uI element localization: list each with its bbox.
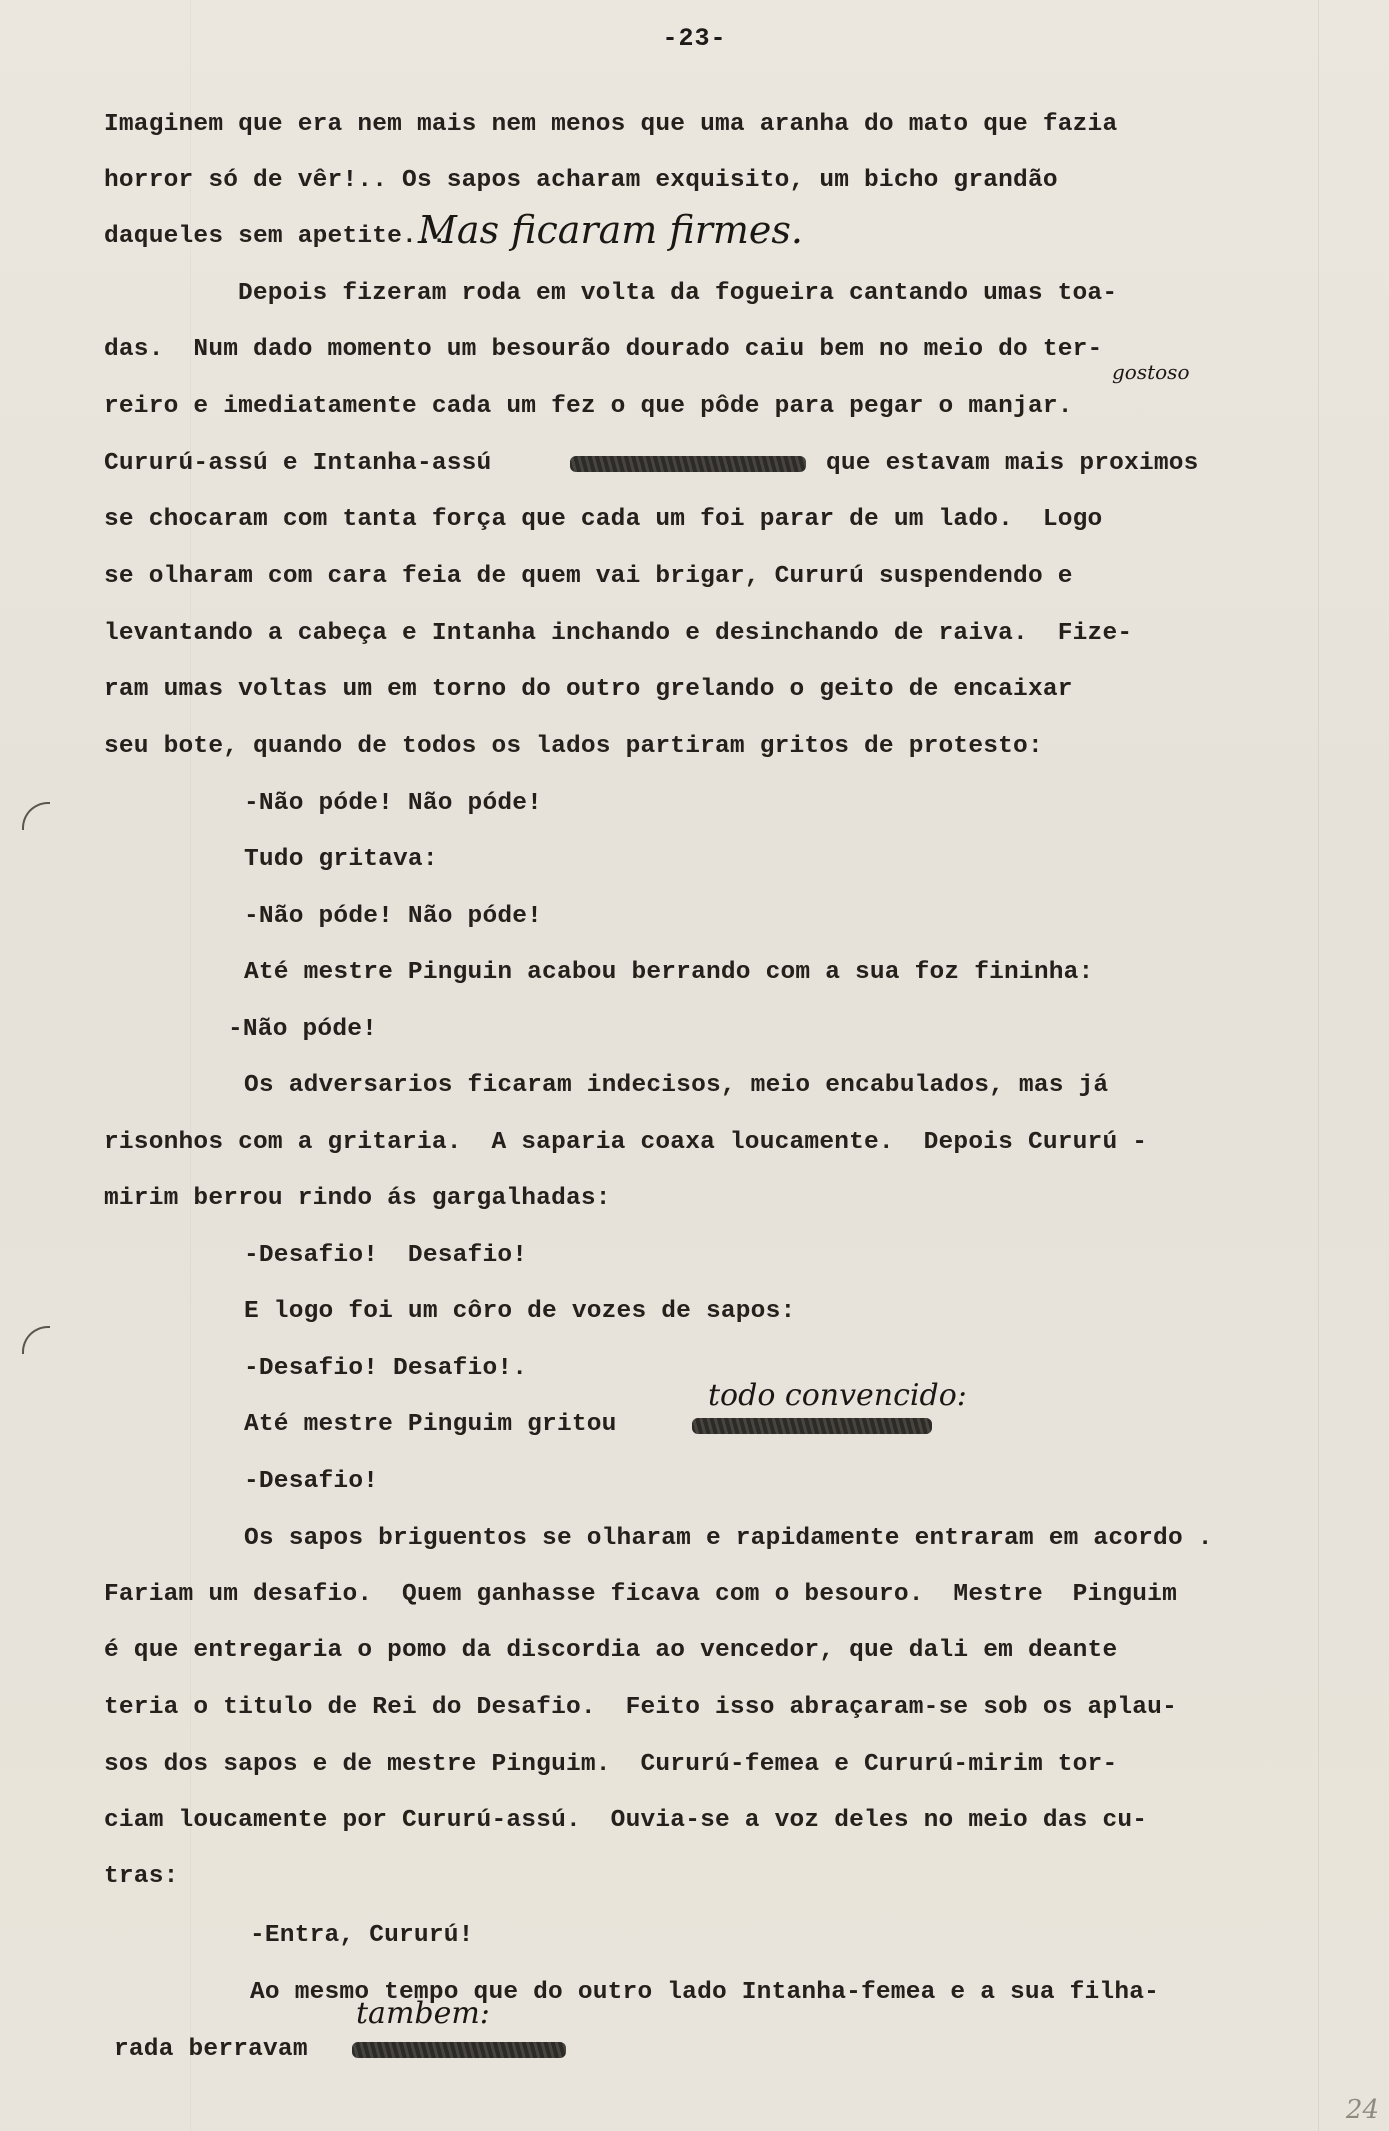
- archive-page-number: 24: [1345, 2095, 1379, 2125]
- text-line: Cururú-assú e Intanha-assú: [104, 450, 492, 477]
- text-line: risonhos com a gritaria. A saparia coaxa loucamente. Depois Cururú -: [104, 1129, 1148, 1156]
- text-line: tras:: [104, 1863, 179, 1890]
- text-line: E logo foi um côro de vozes de sapos:: [244, 1298, 796, 1325]
- text-line: Os adversarios ficaram indecisos, meio encabulados, mas já: [244, 1072, 1109, 1099]
- text-line: -Desafio! Desafio!: [244, 1242, 528, 1269]
- text-line: -Não póde!: [228, 1016, 378, 1043]
- text-line: daqueles sem apetite...: [104, 223, 447, 250]
- margin-mark: [22, 802, 50, 830]
- text-line: Ao mesmo tempo que do outro lado Intanha-femea e a sua filha-: [250, 1979, 1160, 2006]
- text-line: -Entra, Cururú!: [250, 1922, 474, 1949]
- text-line: ram umas voltas um em torno do outro grelando o geito de encaixar: [104, 676, 1073, 703]
- handwritten-insertion: Mas ficaram firmes.: [418, 208, 803, 252]
- text-line: -Desafio!: [244, 1468, 379, 1495]
- text-line: é que entregaria o pomo da discordia ao vencedor, que dali em deante: [104, 1637, 1118, 1664]
- handwritten-insertion: gostoso: [1112, 360, 1190, 384]
- text-line: Tudo gritava:: [244, 846, 438, 873]
- text-line: rada berravam: [114, 2036, 308, 2063]
- text-line: se olharam com cara feia de quem vai brigar, Cururú suspendendo e: [104, 563, 1073, 590]
- struck-out-text: [692, 1418, 932, 1434]
- page-number: -23-: [662, 24, 727, 53]
- text-line: se chocaram com tanta força que cada um foi parar de um lado. Logo: [104, 506, 1103, 533]
- text-line: Os sapos briguentos se olharam e rapidamente entraram em acordo .: [244, 1525, 1213, 1552]
- text-line: horror só de vêr!.. Os sapos acharam exquisito, um bicho grandão: [104, 167, 1058, 194]
- text-line: sos dos sapos e de mestre Pinguim. Cururú-femea e Cururú-mirim tor-: [104, 1751, 1118, 1778]
- struck-out-text: [352, 2042, 566, 2058]
- paper-crease: [1318, 0, 1319, 2131]
- text-line: levantando a cabeça e Intanha inchando e desinchando de raiva. Fize-: [104, 620, 1133, 647]
- text-line: teria o titulo de Rei do Desafio. Feito isso abraçaram-se sob os aplau-: [104, 1694, 1177, 1721]
- text-line: Imaginem que era nem mais nem menos que uma aranha do mato que fazia: [104, 111, 1118, 138]
- handwritten-insertion: tambem:: [356, 1996, 490, 2031]
- text-line: -Desafio! Desafio!.: [244, 1355, 528, 1382]
- struck-out-text: [570, 456, 806, 472]
- text-line: mirim berrou rindo ás gargalhadas:: [104, 1185, 611, 1212]
- text-line: que estavam mais proximos: [826, 450, 1199, 477]
- text-line: ciam loucamente por Cururú-assú. Ouvia-se a voz deles no meio das cu-: [104, 1807, 1148, 1834]
- margin-mark: [22, 1326, 50, 1354]
- text-line: Fariam um desafio. Quem ganhasse ficava com o besouro. Mestre Pinguim: [104, 1581, 1177, 1608]
- text-line: reiro e imediatamente cada um fez o que pôde para pegar o manjar.: [104, 393, 1073, 420]
- text-line: Até mestre Pinguin acabou berrando com a sua foz fininha:: [244, 959, 1094, 986]
- text-line: Até mestre Pinguim gritou: [244, 1411, 617, 1438]
- handwritten-insertion: todo convencido:: [708, 1378, 967, 1413]
- text-line: Depois fizeram roda em volta da fogueira cantando umas toa-: [238, 280, 1118, 307]
- text-line: -Não póde! Não póde!: [244, 903, 543, 930]
- text-line: das. Num dado momento um besourão dourado caiu bem no meio do ter-: [104, 336, 1103, 363]
- text-line: seu bote, quando de todos os lados partiram gritos de protesto:: [104, 733, 1043, 760]
- text-line: -Não póde! Não póde!: [244, 790, 543, 817]
